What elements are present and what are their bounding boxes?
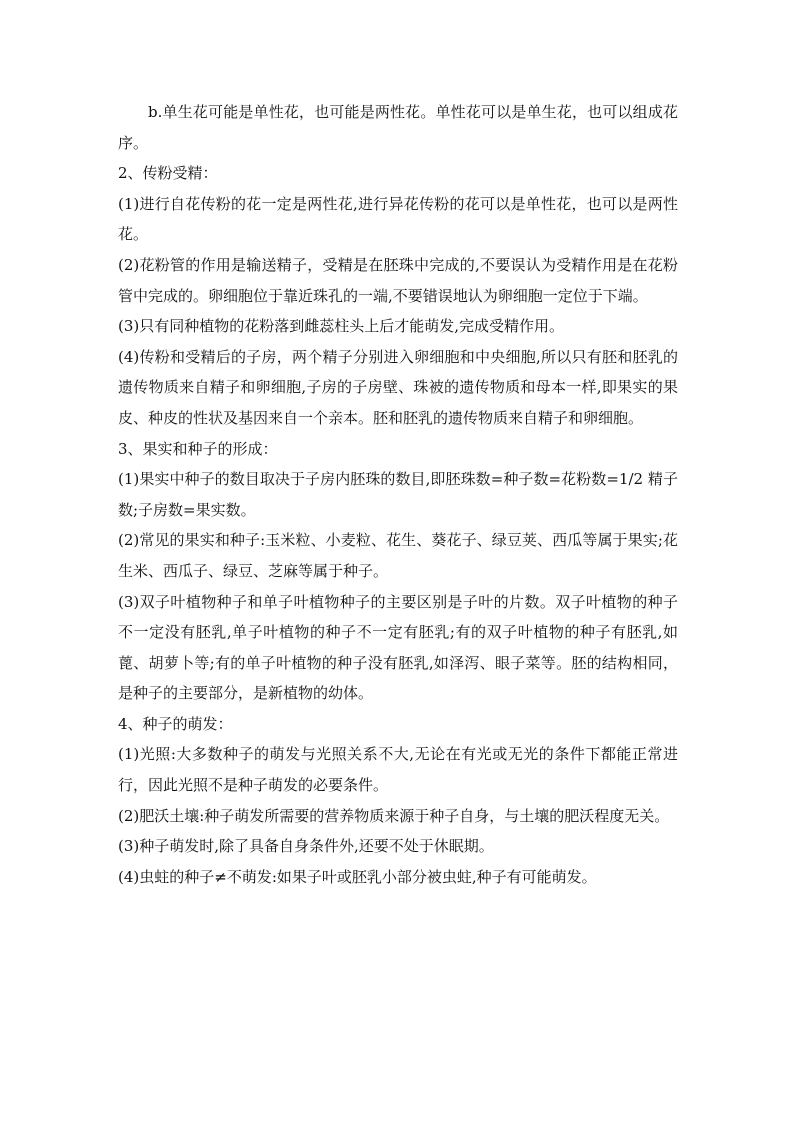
paragraph-same-species-pollen: (3)只有同种植物的花粉落到雌蕊柱头上后才能萌发,完成受精作用。	[118, 317, 565, 336]
paragraph-dormancy: (3)种子萌发时,除了具备自身条件外,还要不处于休眠期。	[118, 837, 494, 856]
paragraph-ovary-after-fertilization: (4)传粉和受精后的子房，两个精子分别进入卵细胞和中央细胞,所以只有胚和胚乳的遗传物质来自精子和卵细胞,子房的子房壁、珠被的遗传物质和母本一样,即果实的果皮、种皮的性状及基因来自一个亲本。胚和胚乳的遗传物质来自精子和卵细胞。	[118, 347, 678, 427]
heading-pollination-fertilization: 2、传粉受精：	[118, 164, 218, 183]
paragraph-light: (1)光照:大多数种子的萌发与光照关系不大,无论在有光或无光的条件下都能正常进行，因此光照不是种子萌发的必要条件。	[118, 745, 678, 795]
heading-fruit-seed-formation: 3、果实和种子的形成：	[118, 439, 278, 458]
paragraph-self-pollination: (1)进行自花传粉的花一定是两性花,进行异花传粉的花可以是单性花，也可以是两性花。	[118, 194, 678, 244]
paragraph-pollen-tube: (2)花粉管的作用是输送精子，受精是在胚珠中完成的,不要误认为受精作用是在花粉管中完成的。卵细胞位于靠近珠孔的一端,不要错误地认为卵细胞一定位于下端。	[118, 255, 678, 305]
paragraph-unisexual-flowers: b.单生花可能是单性花，也可能是两性花。单性花可以是单生花，也可以组成花序。	[118, 103, 678, 152]
paragraph-fertile-soil: (2)肥沃土壤:种子萌发所需要的营养物质来源于种子自身，与土壤的肥沃程度无关。	[118, 806, 670, 825]
paragraph-common-fruits-seeds: (2)常见的果实和种子:玉米粒、小麦粒、花生、葵花子、绿豆荚、西瓜等属于果实;花生米、西瓜子、绿豆、芝麻等属于种子。	[118, 531, 678, 580]
heading-seed-germination: 4、种子的萌发：	[118, 714, 233, 733]
document-page	[118, 97, 678, 892]
paragraph-insect-damaged-seeds: (4)虫蛀的种子≠不萌发:如果子叶或胚乳小部分被虫蛀,种子有可能萌发。	[118, 867, 597, 886]
paragraph-dicot-monocot: (3)双子叶植物种子和单子叶植物种子的主要区别是子叶的片数。双子叶植物的种子不一定没有胚乳,单子叶植物的种子不一定有胚乳;有的双子叶植物的种子有胚乳,如蓖、胡萝卜等;有的单子叶植物的种子没有胚乳,如泽泻、眼子菜等。胚的结构相同，是种子的主要部分，是新植物的幼体。	[118, 592, 678, 703]
paragraph-seed-count: (1)果实中种子的数目取决于子房内胚珠的数目,即胚珠数=种子数=花粉数=1/2 精子数;子房数=果实数。	[118, 470, 678, 519]
